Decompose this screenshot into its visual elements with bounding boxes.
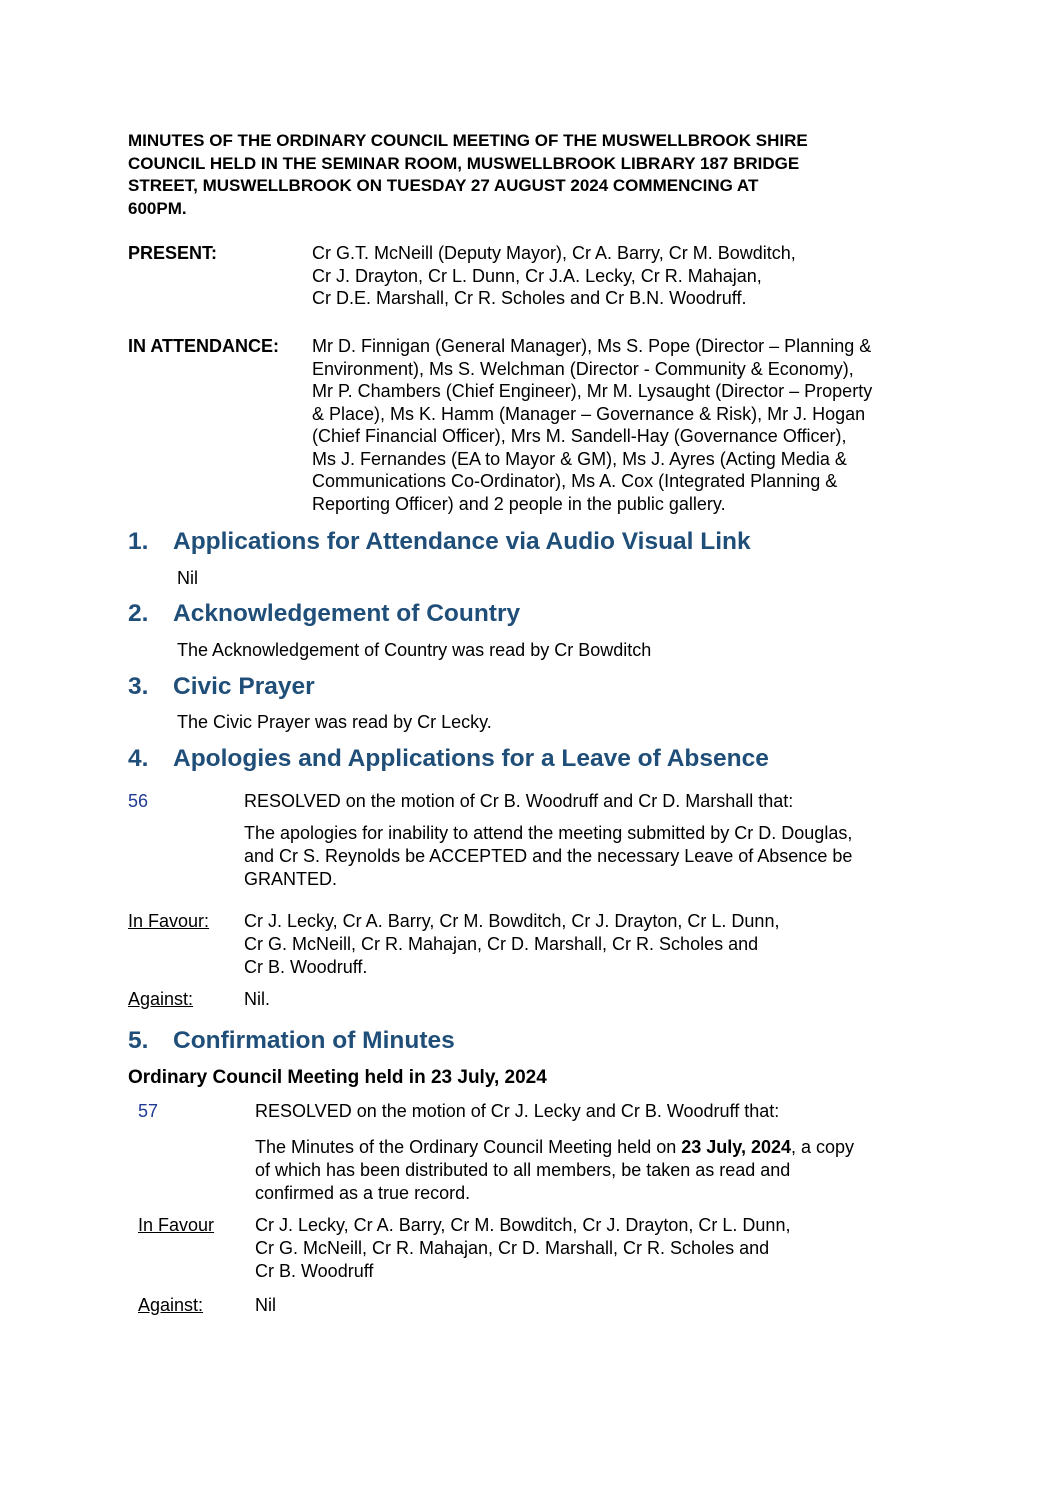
section-body-2: The Acknowledgement of Country was read by Cr Bowditch [177, 640, 652, 660]
in-favour-label: In Favour [138, 1215, 215, 1235]
resolution-text-line: and Cr S. Reynolds be ACCEPTED and the necessary Leave of Absence be [244, 846, 853, 866]
resolution-date: 23 July, 2024 [681, 1137, 791, 1157]
resolution-motion: RESOLVED on the motion of Cr J. Lecky and Cr B. Woodruff that: [255, 1101, 780, 1121]
present-label: PRESENT: [128, 243, 218, 263]
section-title: Acknowledgement of Country [173, 600, 521, 627]
section-title: Applications for Attendance via Audio Visual Link [173, 528, 751, 555]
attendance-line: (Chief Financial Officer), Mrs M. Sandell-Hay (Governance Officer), [312, 426, 847, 446]
in-favour-label: In Favour: [128, 911, 210, 931]
attendance-label: IN ATTENDANCE: [128, 336, 279, 356]
against-label: Against: [138, 1295, 204, 1315]
resolution-text-line: of which has been distributed to all members, be taken as read and [255, 1160, 791, 1180]
in-favour-line: Cr G. McNeill, Cr R. Mahajan, Cr D. Marshall, Cr R. Scholes and [244, 934, 759, 954]
resolution-text [244, 822, 852, 891]
attendance-line: Environment), Ms S. Welchman (Director - Community & Economy), [312, 358, 854, 379]
section-heading-5 [128, 1026, 455, 1056]
document-title [128, 130, 928, 220]
resolution-text-line: GRANTED. [244, 869, 338, 889]
present-line: Cr J. Drayton, Cr L. Dunn, Cr J.A. Lecky, Cr R. Mahajan, [312, 265, 762, 286]
section-heading-3 [128, 672, 315, 702]
section-number: 5. [128, 1027, 149, 1054]
in-favour-list [255, 1214, 790, 1283]
section-title: Apologies and Applications for a Leave of Absence [173, 745, 769, 772]
section-title: Confirmation of Minutes [173, 1027, 455, 1054]
against-value: Nil. [244, 989, 270, 1009]
section-heading-2 [128, 599, 520, 629]
section-number: 1. [128, 528, 149, 555]
attendance-line: Reporting Officer) and 2 people in the public gallery. [312, 493, 726, 514]
present-list [312, 242, 796, 310]
section-title: Civic Prayer [173, 673, 315, 700]
attendance-line: Communications Co-Ordinator), Ms A. Cox (Integrated Planning & [312, 471, 838, 491]
section-body-1: Nil [177, 568, 198, 588]
in-favour-line: Cr B. Woodruff. [244, 957, 368, 977]
resolution-text [255, 1136, 854, 1205]
resolution-text-line: The apologies for inability to attend the meeting submitted by Cr D. Douglas, [244, 823, 853, 843]
title-line: 600PM. [128, 198, 187, 218]
attendance-list [312, 335, 872, 515]
section-number: 3. [128, 673, 149, 700]
against-label: Against: [128, 989, 194, 1009]
resolution-number: 57 [138, 1101, 159, 1121]
title-line: COUNCIL HELD IN THE SEMINAR ROOM, MUSWELLBROOK LIBRARY 187 BRIDGE [128, 153, 800, 173]
present-line: Cr D.E. Marshall, Cr R. Scholes and Cr B.N. Woodruff. [312, 288, 747, 308]
in-favour-line: Cr J. Lecky, Cr A. Barry, Cr M. Bowditch, Cr J. Drayton, Cr L. Dunn, [244, 911, 780, 931]
present-line: Cr G.T. McNeill (Deputy Mayor), Cr A. Barry, Cr M. Bowditch, [312, 243, 796, 263]
in-favour-list [244, 910, 779, 979]
section-heading-1 [128, 527, 751, 557]
resolution-text-line [255, 1136, 854, 1159]
title-line: MINUTES OF THE ORDINARY COUNCIL MEETING OF THE MUSWELLBROOK SHIRE [128, 131, 808, 150]
section-number: 4. [128, 745, 149, 772]
attendance-line: & Place), Ms K. Hamm (Manager – Governance & Risk), Mr J. Hogan [312, 403, 866, 424]
minutes-subheading: Ordinary Council Meeting held in 23 July, 2024 [128, 1067, 547, 1088]
against-value: Nil [255, 1295, 276, 1315]
resolution-number: 56 [128, 791, 149, 811]
in-favour-line: Cr J. Lecky, Cr A. Barry, Cr M. Bowditch, Cr J. Drayton, Cr L. Dunn, [255, 1215, 791, 1235]
resolution-motion: RESOLVED on the motion of Cr B. Woodruff and Cr D. Marshall that: [244, 791, 794, 811]
in-favour-line: Cr G. McNeill, Cr R. Mahajan, Cr D. Marshall, Cr R. Scholes and [255, 1238, 770, 1258]
resolution-text-part: The Minutes of the Ordinary Council Meeting held on [255, 1137, 682, 1157]
attendance-line: Mr D. Finnigan (General Manager), Ms S. Pope (Director – Planning & [312, 336, 872, 356]
resolution-text-part: , a copy [790, 1137, 855, 1157]
title-line: STREET, MUSWELLBROOK ON TUESDAY 27 AUGUST 2024 COMMENCING AT [128, 176, 759, 195]
resolution-text-line: confirmed as a true record. [255, 1183, 471, 1203]
section-number: 2. [128, 600, 149, 627]
attendance-line: Mr P. Chambers (Chief Engineer), Mr M. Lysaught (Director – Property [312, 381, 873, 401]
attendance-line: Ms J. Fernandes (EA to Mayor & GM), Ms J. Ayres (Acting Media & [312, 448, 847, 469]
section-body-3: The Civic Prayer was read by Cr Lecky. [177, 712, 492, 732]
section-heading-4 [128, 744, 769, 774]
in-favour-line: Cr B. Woodruff [255, 1261, 374, 1281]
